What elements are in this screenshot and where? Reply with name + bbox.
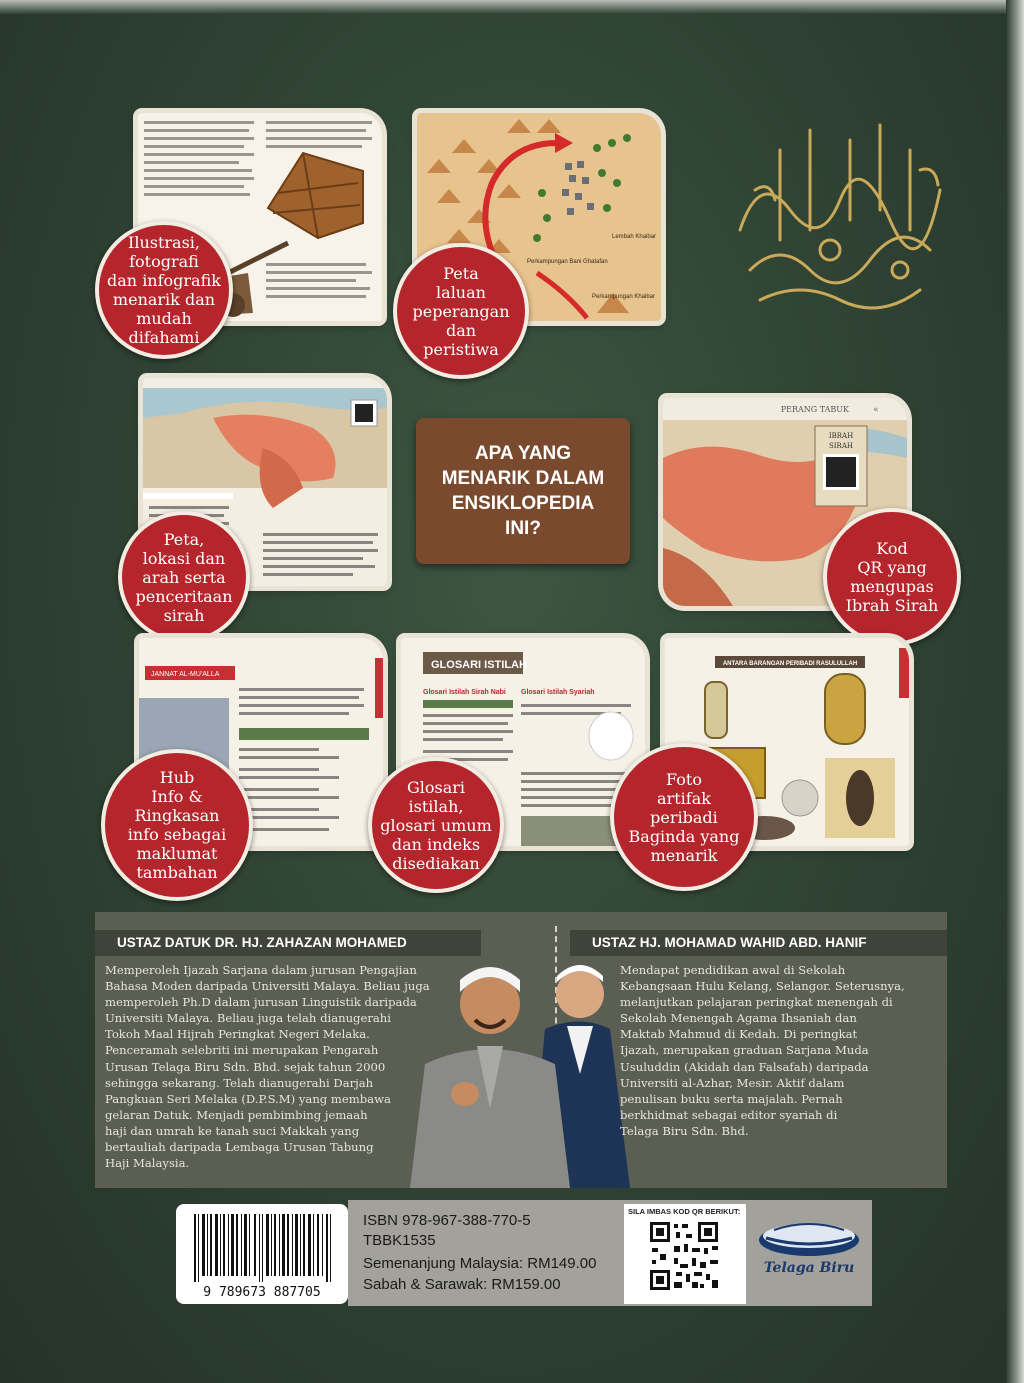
bubble-location-map xyxy=(118,511,250,643)
chevron-left-icon: « xyxy=(873,405,879,415)
glossary-title: GLOSARI ISTILAH xyxy=(431,659,527,671)
barcode-bars xyxy=(176,1204,348,1304)
isbn-text: ISBN 978-967-388-770-5 xyxy=(363,1212,531,1229)
arabic-calligraphy-emblem xyxy=(720,110,960,320)
bubble-info-hub-text: Hub Info & Ringkasan info sebagai maklumat tambahan xyxy=(127,768,227,882)
qr-code-box xyxy=(624,1204,746,1304)
author-2-name: USTAZ HJ. MOHAMAD WAHID ABD. HANIF xyxy=(570,930,947,956)
bubble-info-hub xyxy=(101,749,253,901)
author-1-bio: Memperoleh Ijazah Sarjana dalam jurusan Pengajian Bahasa Moden daripada Universiti Malaya. Beliau juga memperoleh Ph.D dalam jurusan Linguistik daripada Universiti Malaya. Beliau juga telah dianugerahi Tokoh Maal Hijrah Peringkat Negeri Melaka. Penceramah selebriti ini merupakan Pengarah Urusan Telaga Biru Sdn. Bhd. sejak tahun 2000 sehingga sekarang. Telah dianugerahi Darjah Pangkuan Seri Melaka (D.P.S.M) yang membawa gelaran Datuk. Menjadi pembimbing jemaah haji dan umrah ke tanah suci Makkah yang bertauliah daripada Lembaga Urusan Tabung Haji Malaysia. xyxy=(105,963,430,1171)
author-2-bio: Mendapat pendidikan awal di Sekolah Kebangsaan Hulu Kelang, Selangor. Seterusnya, melanjutkan pelajaran peringkat menengah di Sekolah Menengah Agama Ihsaniah dan Maktab Mahmud di Kedah. Di peringkat Ijazah, merupakan graduan Sarjana Muda Usuluddin (Akidah dan Falsafah) daripada Universiti al-Azhar, Mesir. Aktif dalam penulisan buku serta majalah. Pernah berkhidmat sebagai editor syariah di Telaga Biru Sdn. Bhd. xyxy=(620,963,905,1138)
bubble-illustrations-text: Ilustrasi, fotografi dan infografik menarik dan mudah difahami xyxy=(107,233,221,347)
glossary-subtitle: Glosari Istilah Syariah xyxy=(521,689,595,696)
bubble-qr-code-text: Kod QR yang mengupas Ibrah Sirah xyxy=(845,539,939,615)
bubble-war-map xyxy=(393,243,529,379)
bubble-illustrations xyxy=(95,221,233,359)
publisher-name: Telaga Biru xyxy=(763,1260,855,1276)
book-spine-edge xyxy=(1006,0,1024,1383)
map-place-label: Perkampungan Bani Ghatafan xyxy=(527,259,608,265)
bubble-qr-code xyxy=(823,508,961,646)
barcode xyxy=(176,1204,348,1304)
bubble-glossary xyxy=(368,757,504,893)
book-code: TBBK1535 xyxy=(363,1232,436,1249)
telaga-biru-logo-icon xyxy=(752,1212,866,1262)
ibrah-label: SIRAH xyxy=(829,442,853,450)
bubble-war-map-text: Peta laluan peperangan dan peristiwa xyxy=(412,263,510,359)
center-title-box xyxy=(416,418,630,564)
barcode-number: 9 789673 887705 xyxy=(203,1285,321,1300)
price-east: Sabah & Sarawak: RM159.00 xyxy=(363,1276,561,1293)
bubble-glossary-text: Glosari istilah, glosari umum dan indeks disediakan xyxy=(380,777,492,873)
author-1-name: USTAZ DATUK DR. HJ. ZAHAZAN MOHAMED xyxy=(95,930,481,956)
bubble-location-map-text: Peta, lokasi dan arah serta penceritaan sirah xyxy=(135,529,233,625)
hub-header: JANNAT AL-MU'ALLA xyxy=(151,671,220,678)
artifact-header: ANTARA BARANGAN PERIBADI RASULULLAH xyxy=(722,661,858,667)
authors-panel xyxy=(95,912,947,1188)
map-place-label: Perkampungan Khaibar xyxy=(592,294,656,300)
bubble-artifacts-text: Foto artifak peribadi Baginda yang menarik xyxy=(628,769,740,865)
bubble-artifacts xyxy=(610,743,758,891)
glossary-subtitle: Glosari Istilah Sirah Nabi xyxy=(423,689,506,696)
price-peninsular: Semenanjung Malaysia: RM149.00 xyxy=(363,1255,597,1272)
authors-photo xyxy=(405,934,640,1188)
publisher-logo xyxy=(752,1212,866,1298)
perang-tabuk-tag: PERANG TABUK xyxy=(780,405,849,414)
qr-label: SILA IMBAS KOD QR BERIKUT: xyxy=(628,1207,741,1216)
map-place-label: Lembah Khaibar xyxy=(612,234,657,240)
plastic-wrap-top xyxy=(0,0,1024,14)
qr-code-icon xyxy=(648,1220,720,1292)
ibrah-label: IBRAH xyxy=(828,432,854,440)
center-title: APA YANG MENARIK DALAM ENSIKLOPEDIA INI? xyxy=(441,443,605,539)
